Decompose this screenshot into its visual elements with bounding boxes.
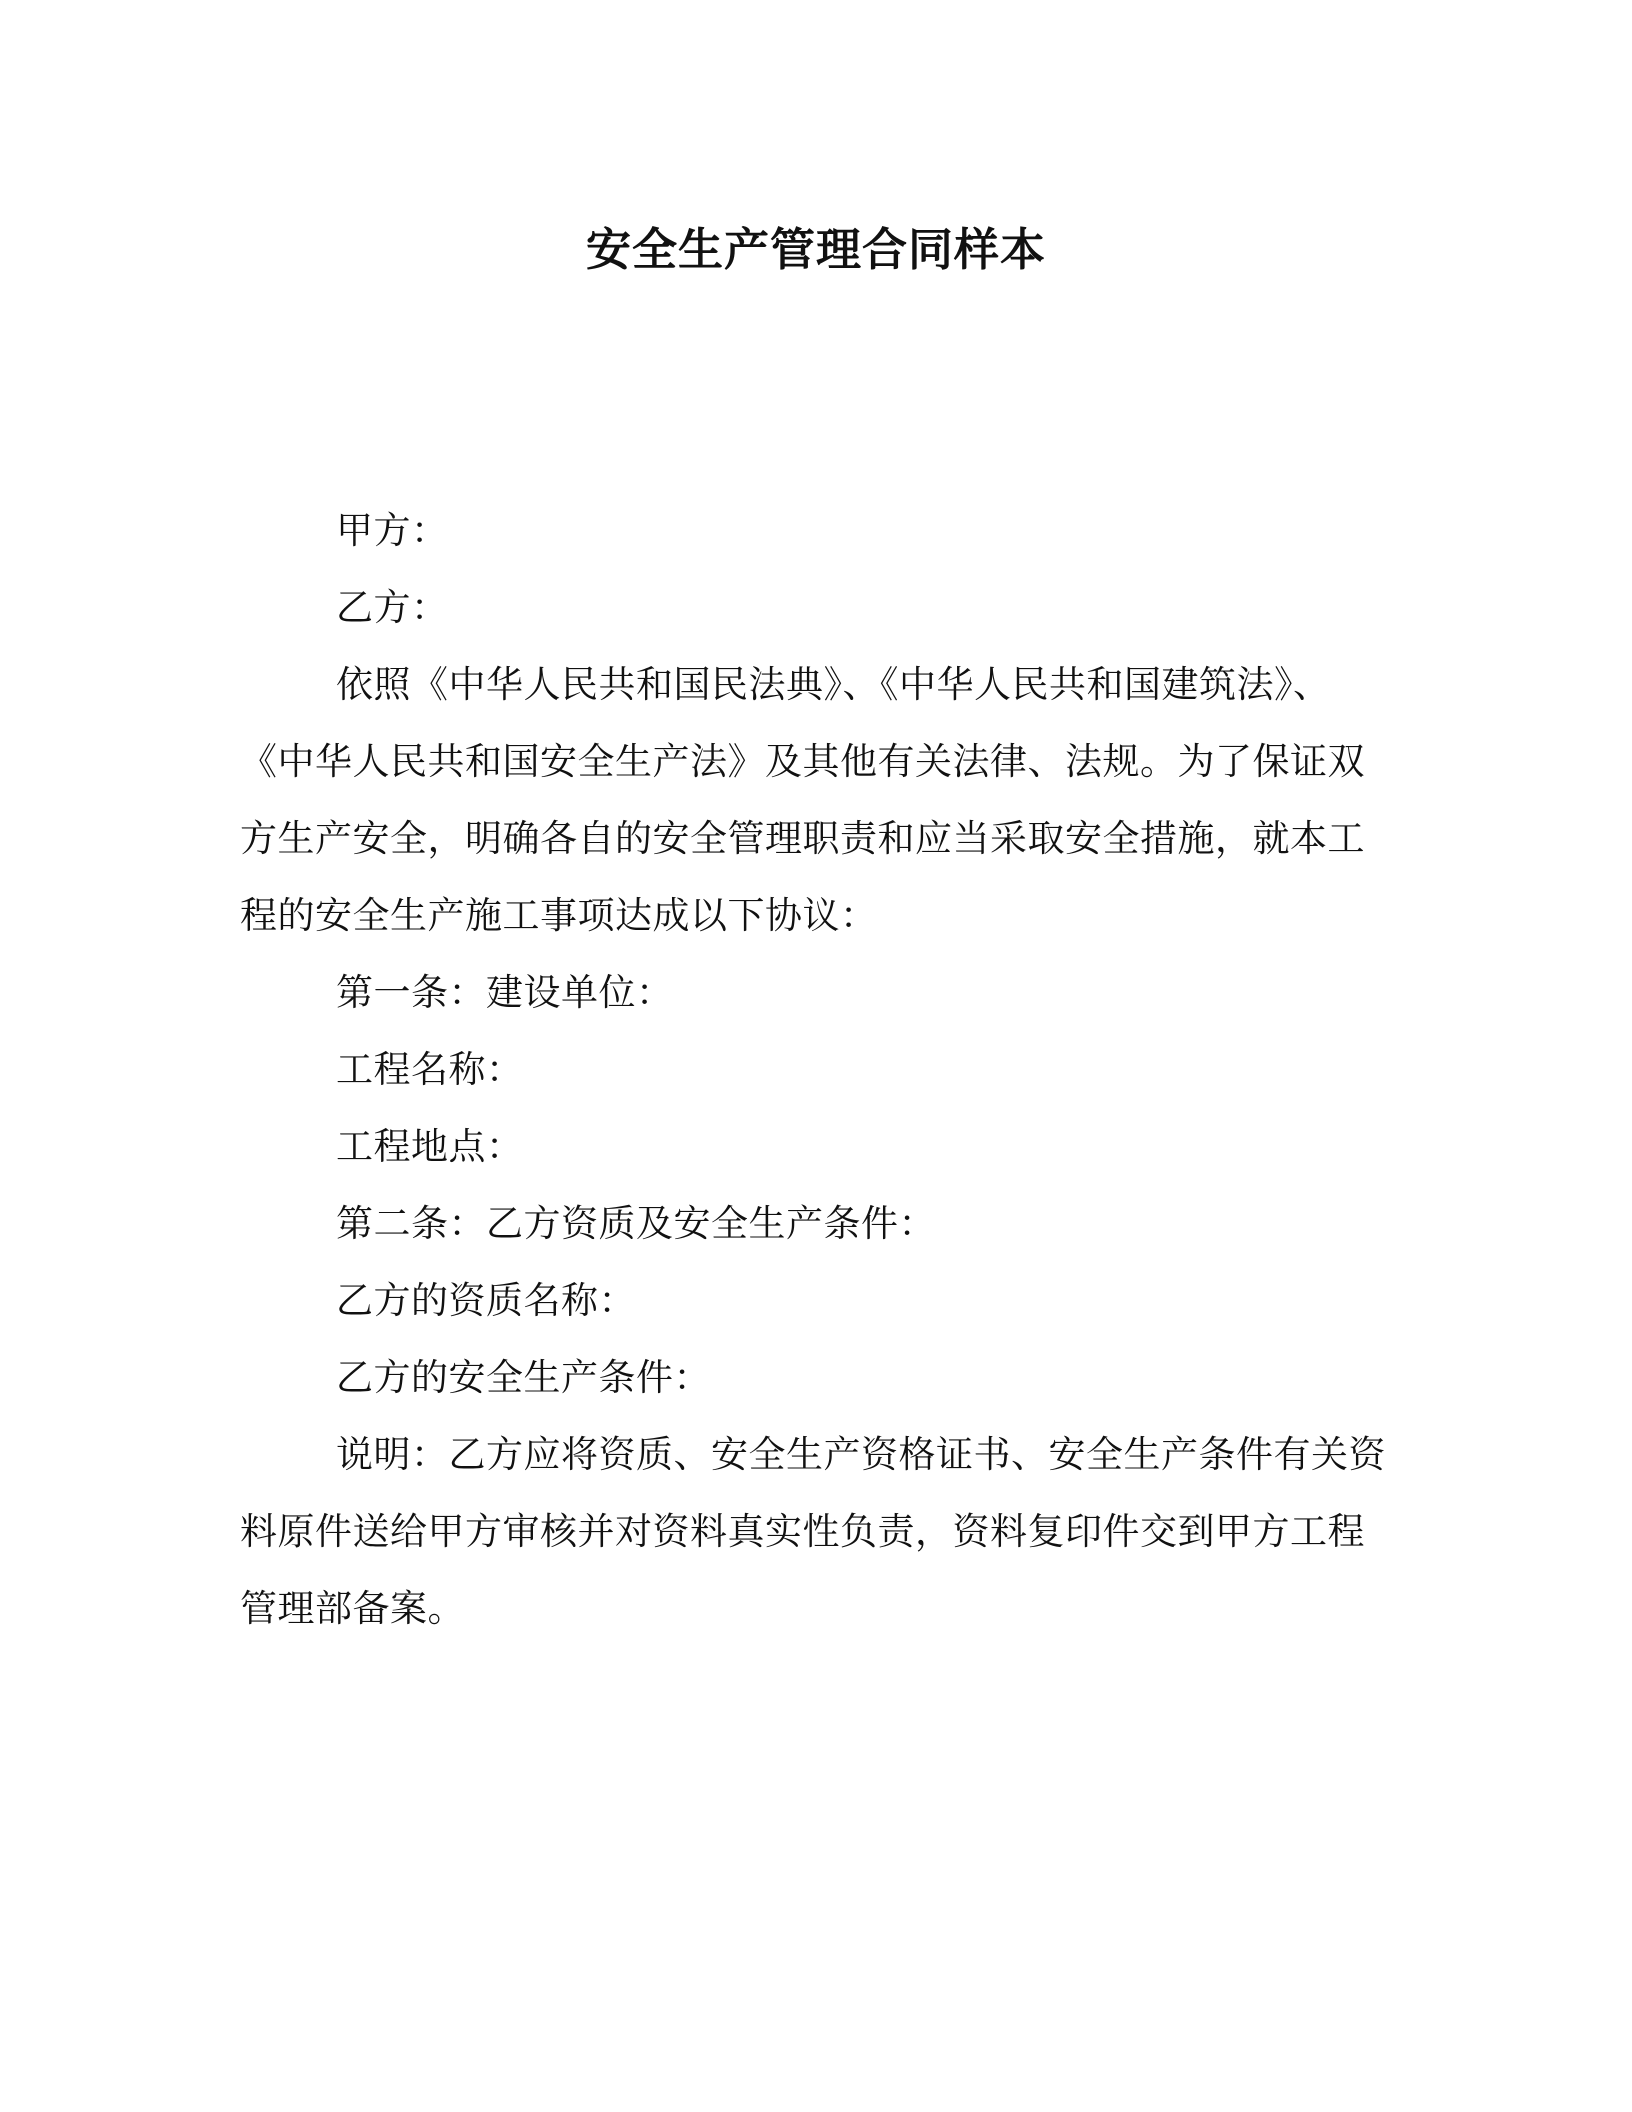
safety-conditions-field: 乙方的安全生产条件：: [336, 1356, 711, 1399]
party-a-field: 甲方：: [336, 509, 449, 552]
article-1-heading: 第一条：建设单位：: [336, 971, 674, 1014]
qualification-name-field: 乙方的资质名称：: [336, 1279, 636, 1322]
note-line: 料原件送给甲方审核并对资料真实性负责，资料复印件交到甲方工程: [240, 1510, 1365, 1553]
project-location-field: 工程地点：: [336, 1125, 524, 1168]
intro-paragraph: [240, 646, 1380, 954]
intro-line: 方生产安全，明确各自的安全管理职责和应当采取安全措施，就本工: [240, 817, 1365, 860]
note-line: 说明：乙方应将资质、安全生产资格证书、安全生产条件有关资: [336, 1433, 1386, 1476]
intro-line: 程的安全生产施工事项达成以下协议：: [240, 894, 878, 937]
note-paragraph: [240, 1416, 1386, 1647]
document-body: [240, 492, 1386, 1647]
note-line: 管理部备案。: [240, 1587, 465, 1630]
article-2-heading: 第二条：乙方资质及安全生产条件：: [336, 1202, 936, 1245]
intro-line: 依照《中华人民共和国民法典》、《中华人民共和国建筑法》、: [336, 663, 1331, 706]
intro-line: 《中华人民共和国安全生产法》及其他有关法律、法规。为了保证双: [240, 740, 1365, 783]
document-title: 安全生产管理合同样本: [585, 223, 1046, 276]
party-b-field: 乙方：: [336, 586, 449, 629]
project-name-field: 工程名称：: [336, 1048, 524, 1091]
